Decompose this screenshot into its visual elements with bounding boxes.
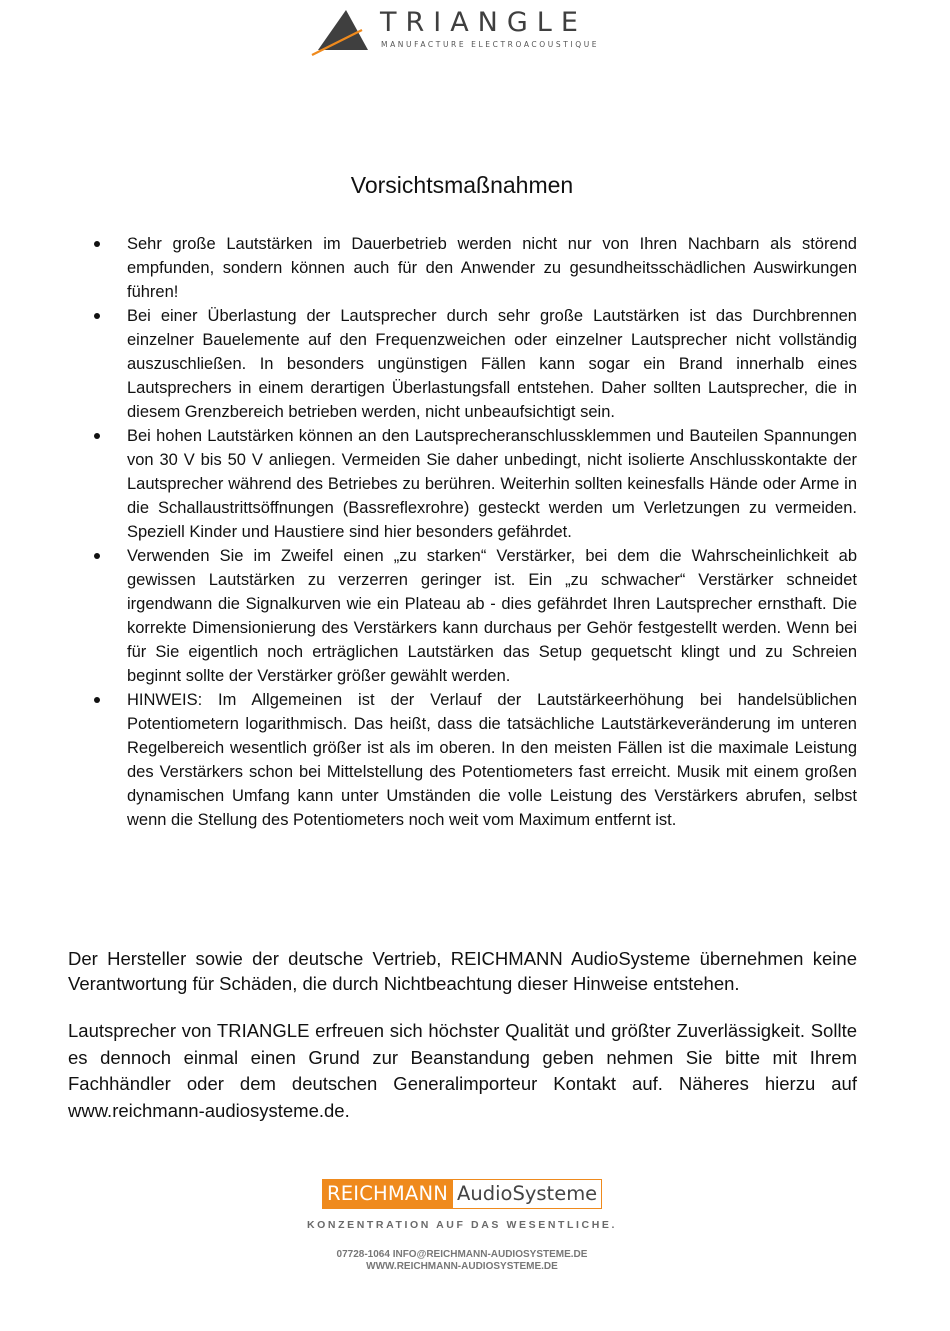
list-item — [94, 544, 857, 688]
bullet-icon — [94, 433, 100, 439]
header-logo — [0, 6, 950, 56]
page-title: Vorsichtsmaßnahmen — [350, 172, 574, 198]
reichmann-logo — [322, 1179, 602, 1209]
list-item — [94, 688, 857, 832]
list-item-text: HINWEIS: Im Allgemeinen ist der Verlauf der Lautstärkeerhöhung bei handelsüblichen Potentiometern logarithmisch. Das heißt, dass die tatsächliche Lautstärkeveränderung im unteren Regelbereich wesentlich größer ist als im oberen. In den meisten Fällen ist die maximale Leistung des Verstärkers schon bei Mittelstellung des Potentiometers fast erreicht. Musik mit einem großen dynamischen Umfang kann unter Umständen die volle Leistung des Verstärkers abrufen, selbst wenn die Stellung des Potentiometers noch weit vom Maximum entfernt ist. — [127, 691, 857, 829]
list-item — [94, 424, 857, 544]
list-item-text: Bei einer Überlastung der Lautsprecher durch sehr große Lautstärken ist das Durchbrennen einzelner Bauelemente auf den Frequenzweichen oder einzelner Lautsprecher nicht vollständig auszuschließen. In besonders ungünstigen Fällen kann sogar ein Brand innerhalb eines Lautsprechers in einem derartigen Überlastungsfall entstehen. Daher sollten Lautsprecher, die in diesem Grenzbereich betrieben werden, nicht unbeaufsichtigt sein. — [127, 307, 857, 421]
contact-line-website: WWW.REICHMANN-AUDIOSYSTEME.DE — [366, 1261, 558, 1272]
list-item — [94, 304, 857, 424]
bullet-icon — [94, 697, 100, 703]
reichmann-logo-left: REICHMANN — [322, 1179, 453, 1209]
bullet-icon — [94, 241, 100, 247]
disclaimer-paragraph: Der Hersteller sowie der deutsche Vertrieb, REICHMANN AudioSysteme übernehmen keine Verantwortung für Schäden, die durch Nichtbeachtung dieser Hinweise entstehen. — [68, 948, 857, 994]
list-item-text: Verwenden Sie im Zweifel einen „zu starken“ Verstärker, bei dem die Wahrscheinlichkeit ab gewissen Lautstärken zu verzerren geringer ist. Ein „zu schwacher“ Verstärker schneidet irgendwann die Signalkurven wie ein Plateau ab - dies gefährdet Ihren Lautsprecher ernsthaft. Die korrekte Dimensionierung des Verstärkers kann durchaus per Gehör festgestellt werden. Wenn bei für Sie eigentlich noch erträglichen Lautstärken das Setup gequetscht klingt und zu Schreien beginnt sollte der Verstärker größer gewählt werden. — [127, 547, 857, 685]
footer-contact — [0, 1249, 924, 1273]
brand-subtitle: MANUFACTURE ELECTROACOUSTIQUE — [381, 40, 600, 49]
quality-paragraph: Lautsprecher von TRIANGLE erfreuen sich höchster Qualität und größter Zuverlässigkeit. Sollte es dennoch einmal einen Grund zur Beanstandung geben nehmen Sie bitte mit Ihrem Fachhändler oder dem deutschen Generalimporteur Kontakt auf. Näheres hierzu auf www.reichmann-audiosysteme.de. — [68, 1020, 857, 1121]
bullet-icon — [94, 553, 100, 559]
list-item-text: Sehr große Lautstärken im Dauerbetrieb werden nicht nur von Ihren Nachbarn als störend empfunden, sondern können auch für den Anwender zu gesundheitsschädlichen Auswirkungen führen! — [127, 235, 857, 301]
bullet-icon — [94, 313, 100, 319]
list-item-text: Bei hohen Lautstärken können an den Lautsprecheranschlussklemmen und Bauteilen Spannungen von 30 V bis 50 V anliegen. Vermeiden Sie daher unbedingt, nicht isolierte Anschlusskontakte der Lautsprecher während des Betriebes zu berühren. Weiterhin sollten keinesfalls Hände oder Arme in die Schallaustrittsöffnungen (Bassreflexrohre) gesteckt werden um Verletzungen zu vermeiden. Speziell Kinder und Haustiere sind hier besonders gefährdet. — [127, 427, 857, 541]
list-item — [94, 232, 857, 304]
triangle-logo-icon — [310, 8, 374, 56]
contact-line-phone-email: 07728-1064 INFO@REICHMANN-AUDIOSYSTEME.DE — [336, 1249, 588, 1260]
precautions-list — [94, 232, 857, 832]
brand-name: TRIANGLE — [380, 7, 587, 38]
reichmann-logo-right: AudioSysteme — [453, 1179, 602, 1209]
footer-tagline: KONZENTRATION AUF DAS WESENTLICHE. — [306, 1219, 618, 1231]
